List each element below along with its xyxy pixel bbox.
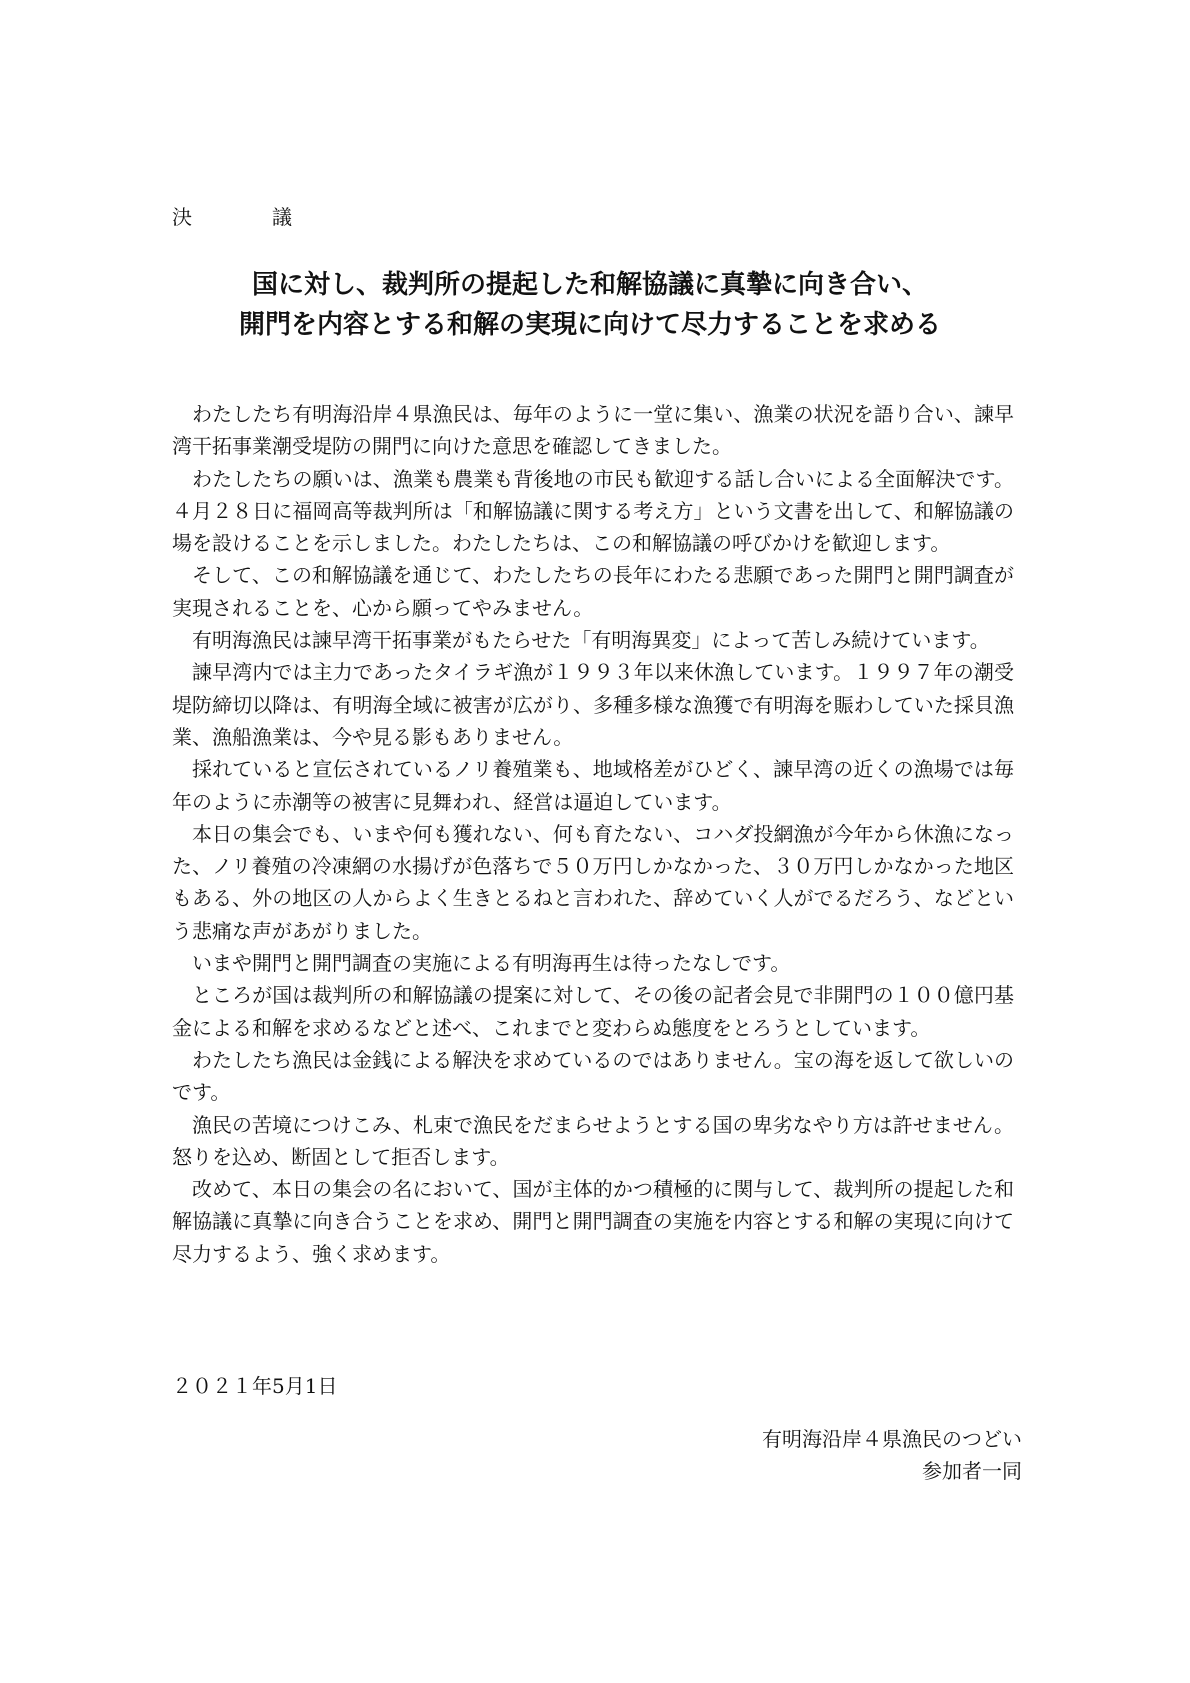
body-paragraph: 採れていると宣伝されているノリ養殖業も、地域格差がひどく、諫早湾の近くの漁場では毎年のように赤潮等の被害に見舞われ、経営は逼迫しています。 — [172, 757, 1014, 814]
signature-participants: 参加者一同 — [922, 1459, 1022, 1483]
body-paragraph: 改めて、本日の集会の名において、国が主体的かつ積極的に関与して、裁判所の提起した和解協議に真摯に向き合うことを求め、開門と開門調査の実施を内容とする和解の実現に向けて尽力するよう、強く求めます。 — [172, 1177, 1014, 1266]
body-paragraph: ところが国は裁判所の和解協議の提案に対して、その後の記者会見で非開門の１００億円基金による和解を求めるなどと述べ、これまでと変わらぬ態度をとろうとしています。 — [172, 983, 1014, 1040]
document-title — [150, 265, 1030, 345]
body-paragraph: わたしたち有明海沿岸４県漁民は、毎年のように一堂に集い、漁業の状況を語り合い、諫早湾干拓事業潮受堤防の開門に向けた意思を確認してきました。 — [172, 402, 1014, 459]
body-paragraph: 本日の集会でも、いまや何も獲れない、何も育たない、コハダ投網漁が今年から休漁になった、ノリ養殖の冷凍網の水揚げが色落ちで５０万円しかなかった、３０万円しかなかった地区もある、外の地区の人からよく生きとるねと言われた、辞めていく人がでるだろう、などという悲痛な声があがりました。 — [172, 821, 1014, 943]
title-line: 開門を内容とする和解の実現に向けて尽力することを求める — [238, 310, 941, 340]
body-paragraph: 諫早湾内では主力であったタイラギ漁が１９９３年以来休漁しています。１９９７年の潮受堤防締切以降は、有明海全域に被害が広がり、多種多様な漁獲で有明海を賑わしていた採貝漁業、漁船漁業は、今や見る影もありません。 — [172, 660, 1014, 749]
title-line: 国に対し、裁判所の提起した和解協議に真摯に向き合い、 — [251, 270, 928, 300]
signature-block — [762, 1423, 1022, 1487]
resolution-body — [172, 398, 1014, 1270]
body-paragraph: そして、この和解協議を通じて、わたしたちの長年にわたる悲願であった開門と開門調査が実現されることを、心から願ってやみません。 — [172, 563, 1014, 620]
body-paragraph: わたしたちの願いは、漁業も農業も背後地の市民も歓迎する話し合いによる全面解決です。４月２８日に福岡高等裁判所は「和解協議に関する考え方」という文書を出して、和解協議の場を設けることを示しました。わたしたちは、この和解協議の呼びかけを歓迎します。 — [172, 466, 1014, 556]
resolution-label: 決 議 — [172, 205, 322, 229]
signature-organization: 有明海沿岸４県漁民のつどい — [762, 1427, 1022, 1451]
body-paragraph: 漁民の苦境につけこみ、札束で漁民をだまらせようとする国の卑劣なやり方は許せません。怒りを込め、断固として拒否します。 — [172, 1112, 1014, 1169]
resolution-date: ２０２１年5月1日 — [172, 1374, 338, 1398]
body-paragraph: 有明海漁民は諫早湾干拓事業がもたらせた「有明海異変」によって苦しみ続けています。 — [192, 628, 990, 653]
body-paragraph: いまや開門と開門調査の実施による有明海再生は待ったなしです。 — [192, 951, 791, 976]
body-paragraph: わたしたち漁民は金銭による解決を求めているのではありません。宝の海を返して欲しいのです。 — [172, 1047, 1014, 1105]
